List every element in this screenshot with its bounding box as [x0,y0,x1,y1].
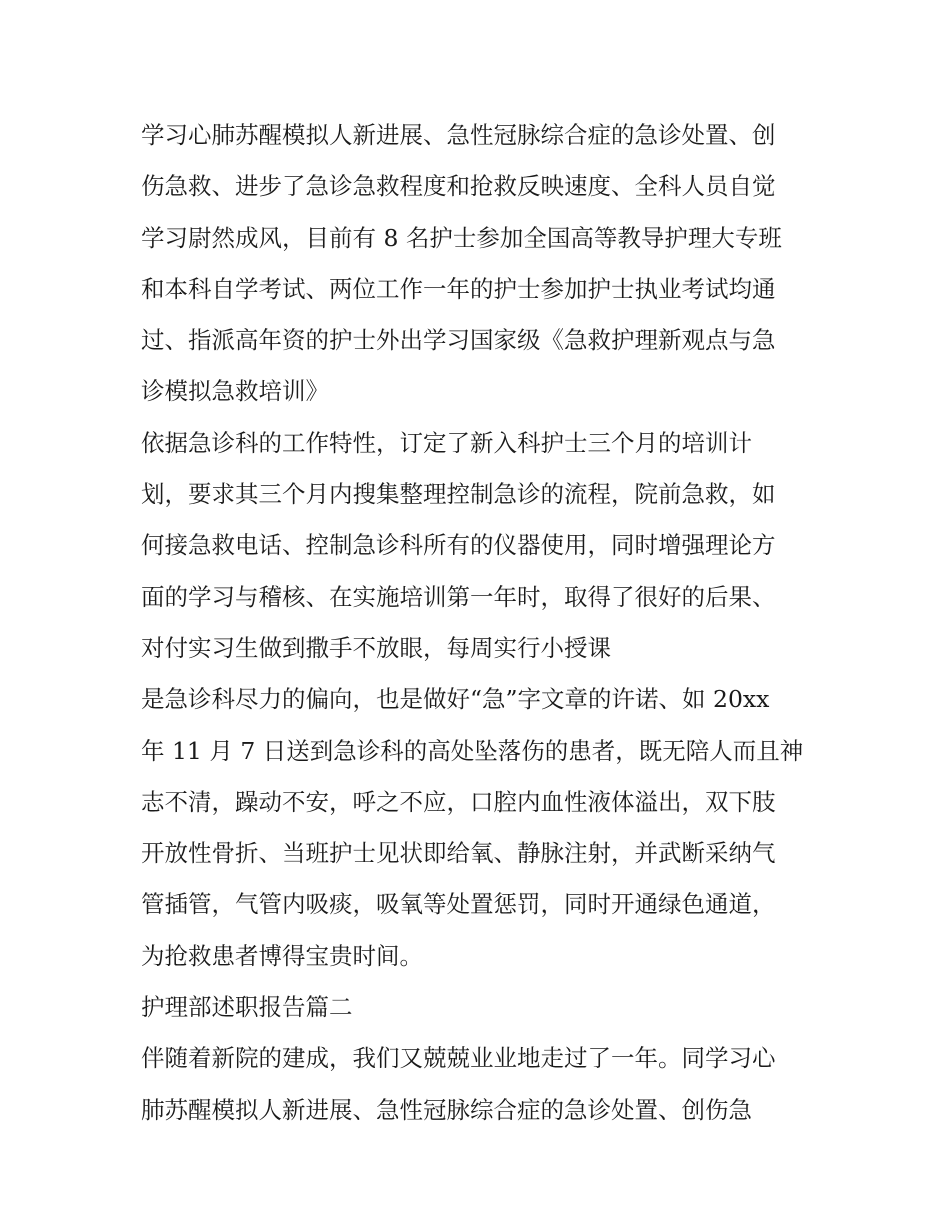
text-line: 和本科自学考试、两位工作一年的护士参加护士执业考试均通 [141,274,776,303]
text-line: 伤急救、进步了急诊急救程度和抢救反映速度、全科人员自觉 [141,172,776,201]
body-text [141,110,821,1136]
text-line: 对付实习生做到撒手不放眼，每周实行小授课 [141,633,611,662]
text-line: 过、指派高年资的护士外出学习国家级《急救护理新观点与急 [141,326,776,355]
text-line: 依据急诊科的工作特性，订定了新入科护士三个月的培训计 [141,428,752,457]
text-line: 划，要求其三个月内搜集整理控制急诊的流程，院前急救，如 [141,480,776,509]
text-line: 肺苏醒模拟人新进展、急性冠脉综合症的急诊处置、创伤急 [141,1095,752,1124]
text-line: 何接急救电话、控制急诊科所有的仪器使用，同时增强理论方 [141,531,776,560]
text-line: 为抢救患者博得宝贵时间。 [141,941,423,970]
text-line: 学习尉然成风，目前有 8 名护士参加全国高等教导护理大专班 [141,223,782,252]
text-line: 开放性骨折、当班护士见状即给氧、静脉注射，并武断采纳气 [141,839,776,868]
section-heading: 护理部述职报告篇二 [141,993,353,1022]
text-line: 诊模拟急救培训》 [141,377,329,406]
text-line: 年 11 月 7 日送到急诊科的高处坠落伤的患者，既无陪人而且神 [141,736,804,765]
text-line: 管插管，气管内吸痰，吸氧等处置惩罚，同时开通绿色通道， [141,890,776,919]
text-line: 伴随着新院的建成，我们又兢兢业业地走过了一年。同学习心 [141,1044,776,1073]
text-line: 学习心肺苏醒模拟人新进展、急性冠脉综合症的急诊处置、创 [141,121,776,149]
text-line: 面的学习与稽核、在实施培训第一年时，取得了很好的后果、 [141,582,776,611]
text-line: 是急诊科尽力的偏向，也是做好“急”字文章的许诺、如 20xx [141,685,770,714]
text-line: 志不清，躁动不安，呼之不应，口腔内血性液体溢出，双下肢 [141,787,776,816]
